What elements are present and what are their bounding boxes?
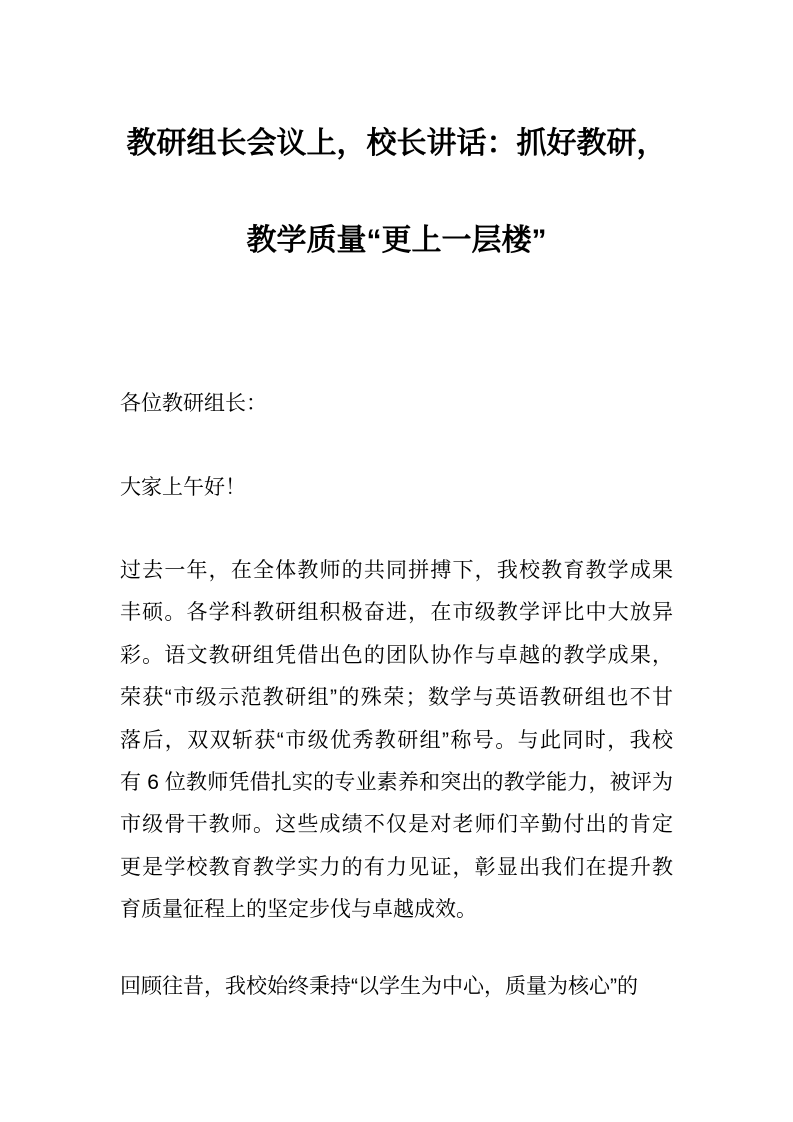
body-paragraph-1 [120,550,673,932]
paragraph-line: 更是学校教育教学实力的有力见证，彰显出我们在提升教 [120,855,673,879]
paragraph-line: 回顾往昔，我校始终秉持“以学生为中心，质量为核心”的 [120,975,638,998]
paragraph-line: 过去一年，在全体教师的共同拼搏下，我校教育教学成果 [120,559,673,582]
salutation-line: 各位教研组长： [120,392,267,415]
paragraph-line: 彩。语文教研组凭借出色的团队协作与卓越的教学成果， [120,643,673,667]
paragraph-line: 丰硕。各学科教研组积极奋进，在市级教学评比中大放异 [120,601,673,625]
paragraph-line: 荣获“市级示范教研组”的殊荣；数学与英语教研组也不甘 [120,686,673,710]
paragraph-line: 有 6 位教师凭借扎实的专业素养和突出的教学能力，被评为 [120,771,673,795]
paragraph-line: 落后，双双斩获“市级优秀教研组”称号。与此同时，我校 [120,728,673,752]
document-title-line-2: 教学质量“更上一层楼” [246,224,547,257]
paragraph-line: 育质量征程上的坚定步伐与卓越成效。 [120,898,477,922]
greeting-line: 大家上午好！ [120,476,246,499]
paragraph-line: 市级骨干教师。这些成绩不仅是对老师们辛勤付出的肯定 [120,813,673,837]
body-paragraph-2 [120,966,673,1008]
document-title-line-1: 教研组长会议上，校长讲话：抓好教研， [126,127,667,160]
